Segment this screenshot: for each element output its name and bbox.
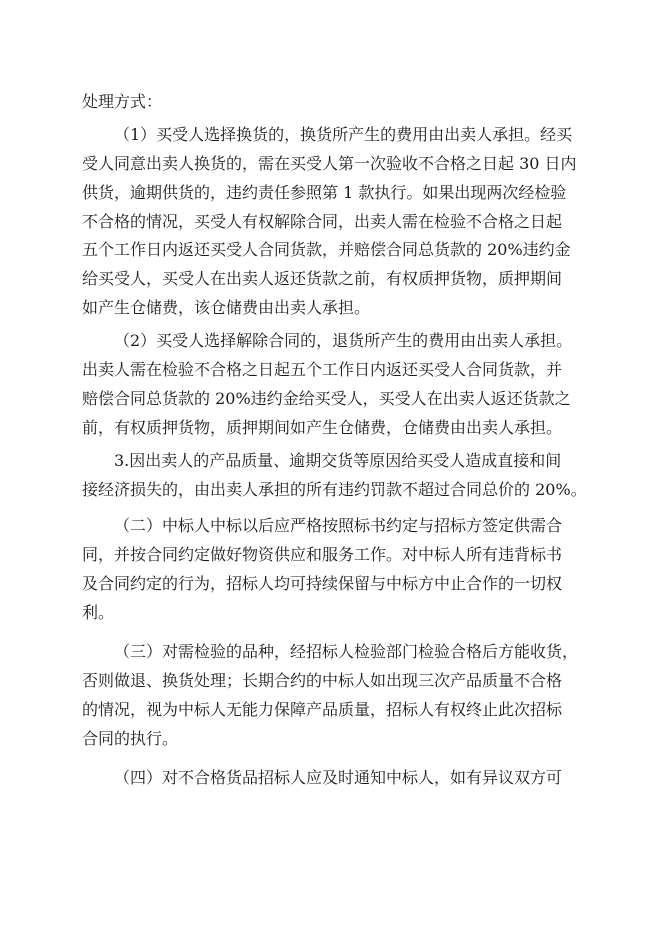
text-line: 接经济损失的，由出卖人承担的所有违约罚款不超过合同总价的 20%。 xyxy=(82,479,587,499)
section-heading: 处理方式： xyxy=(82,92,163,111)
paragraph-clause-two xyxy=(82,512,582,628)
text-line: 利。 xyxy=(82,603,115,623)
text-line: （四）对不合格货品招标人应及时通知中标人，如有异议双方可 xyxy=(114,767,563,787)
text-line: （1）买受人选择换货的，换货所产生的费用由出卖人承担。经买 xyxy=(114,124,573,144)
text-line: 供货，逾期供货的，违约责任参照第 1 款执行。如果出现两次经检验 xyxy=(82,182,567,202)
text-line: 3.因出卖人的产品质量、逾期交货等原因给买受人造成直接和间 xyxy=(114,450,562,470)
text-line: 否则做退、换货处理；长期合约的中标人如出现三次产品质量不合格 xyxy=(82,670,563,690)
paragraph-loss-liability xyxy=(82,447,587,505)
text-line: （三）对需检验的品种，经招标人检验部门检验合格后方能收货， xyxy=(114,642,579,662)
text-line: 及合同约定的行为，招标人均可持续保留与中标方中止合作的一切权 xyxy=(82,574,563,594)
text-line: 合同的执行。 xyxy=(82,728,179,748)
text-line: （2）买受人选择解除合同的，退货所产生的费用由出卖人承担。 xyxy=(114,331,573,351)
paragraph-replacement xyxy=(82,121,582,323)
text-line: 的情况，视为中标人无能力保障产品质量，招标人有权终止此次招标 xyxy=(82,699,563,719)
text-line: 不合格的情况，买受人有权解除合同，出卖人需在检验不合格之日起 xyxy=(82,211,563,231)
text-line: 赔偿合同总货款的 20%违约金给买受人，买受人在出卖人返还货款之 xyxy=(82,388,571,408)
text-line: 给买受人，买受人在出卖人返还货款之前，有权质押货物，质押期间 xyxy=(82,269,563,289)
text-line: 如产生仓储费，该仓储费由出卖人承担。 xyxy=(82,298,371,318)
text-line: 前，有权质押货物，质押期间如产生仓储费，仓储费由出卖人承担。 xyxy=(82,417,563,437)
text-line: 同，并按合同约定做好物资供应和服务工作。对中标人所有违背标书 xyxy=(82,545,563,565)
text-line: 出卖人需在检验不合格之日起五个工作日内返还买受人合同货款，并 xyxy=(82,360,563,380)
text-line: （二）中标人中标以后应严格按照标书约定与招标方签定供需合 xyxy=(114,516,563,536)
paragraph-clause-four xyxy=(82,764,582,793)
document-body xyxy=(82,88,587,792)
text-line: 受人同意出卖人换货的，需在买受人第一次验收不合格之日起 30 日内 xyxy=(82,153,577,173)
paragraph-clause-three xyxy=(82,638,582,754)
text-line: 五个工作日内返还买受人合同货款，并赔偿合同总货款的 20%违约金 xyxy=(82,240,571,260)
paragraph-termination xyxy=(82,327,582,443)
